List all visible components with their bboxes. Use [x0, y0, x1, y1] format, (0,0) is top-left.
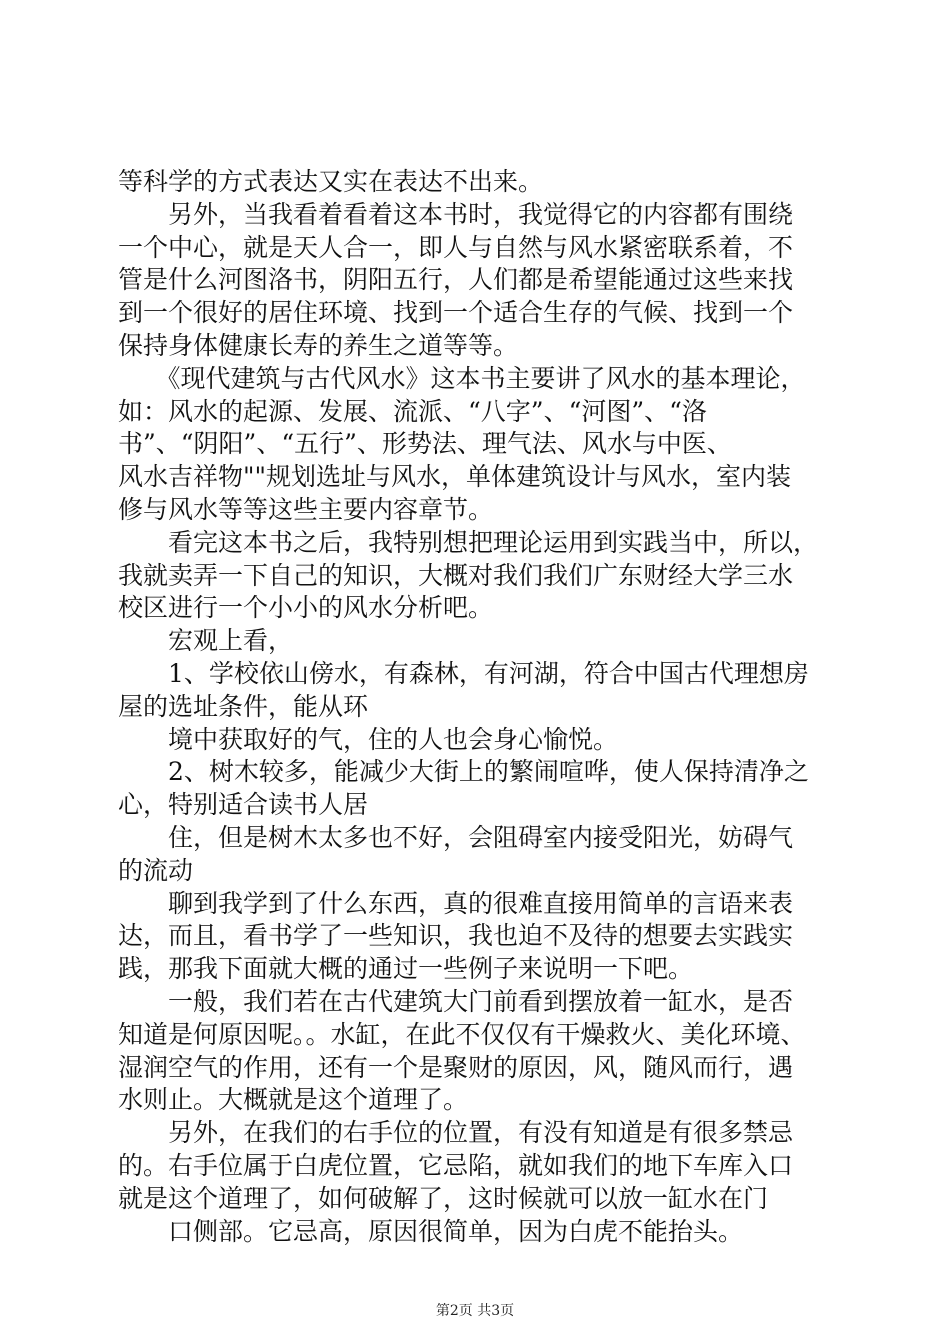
text-line: 保持身体健康长寿的养生之道等等。 [118, 330, 519, 360]
text-line: 心，特别适合读书人居 [118, 790, 369, 820]
text-line: 风水吉祥物""规划选址与风水，单体建筑设计与风水，室内装 [118, 462, 792, 492]
text-line: 住，但是树木太多也不好，会阻碍室内接受阳光，妨碍气 [118, 822, 794, 852]
text-line: 校区进行一个小小的风水分析吧。 [118, 593, 494, 623]
text-line: 达，而且，看书学了一些知识，我也迫不及待的想要去实践实 [118, 921, 794, 951]
text-line: 《现代建筑与古代风水》这本书主要讲了风水的基本理论， [118, 363, 806, 393]
text-line: 我就卖弄一下自己的知识，大概对我们我们广东财经大学三水 [118, 560, 794, 590]
text-line: 一般，我们若在古代建筑大门前看到摆放着一缸水，是否 [118, 986, 794, 1016]
page-footer: 第2页 共3页 [435, 1303, 515, 1319]
text-line: 管是什么河图洛书，阴阳五行，人们都是希望能通过这些来找 [118, 265, 794, 295]
text-line: 的流动 [118, 855, 194, 885]
text-line: 书”、“阴阳”、“五行”、形势法、理气法、风水与中医、 [118, 429, 732, 459]
text-line: 践，那我下面就大概的通过一些例子来说明一下吧。 [118, 954, 694, 984]
text-line: 聊到我学到了什么东西，真的很难直接用简单的言语来表 [118, 888, 794, 918]
text-line: 等科学的方式表达又实在表达不出来。 [118, 167, 544, 196]
text-line: 看完这本书之后，我特别想把理论运用到实践当中，所以， [118, 527, 819, 557]
text-line: 境中获取好的气，住的人也会身心愉悦。 [118, 724, 619, 754]
text-line: 另外，在我们的右手位的位置，有没有知道是有很多禁忌 [118, 1118, 794, 1148]
text-line: 知道是何原因呢。。水缸，在此不仅仅有干燥救火、美化环境、 [118, 1019, 806, 1049]
text-line: 口侧部。它忌高，原因很简单，因为白虎不能抬头。 [118, 1216, 744, 1246]
text-line: 2、树木较多，能减少大街上的繁闹喧哗，使人保持清净之 [118, 757, 809, 787]
text-line: 宏观上看， [118, 626, 294, 656]
text-line: 1、学校依山傍水，有森林，有河湖，符合中国古代理想房 [118, 658, 809, 688]
document-body [118, 166, 838, 1248]
text-line: 一个中心，就是天人合一，即人与自然与风水紧密联系着，不 [118, 232, 794, 262]
text-line: 的。右手位属于白虎位置，它忌陷，就如我们的地下车库入口 [118, 1150, 794, 1180]
text-line: 湿润空气的作用，还有一个是聚财的原因，风，随风而行，遇 [118, 1052, 794, 1082]
text-line: 另外，当我看着看着这本书时，我觉得它的内容都有围绕 [118, 199, 794, 229]
text-line: 如：风水的起源、发展、流派、“八字”、“河图”、“洛 [118, 396, 707, 426]
text-line: 水则止。大概就是这个道理了。 [118, 1085, 469, 1115]
text-line: 到一个很好的居住环境、找到一个适合生存的气候、找到一个 [118, 298, 794, 328]
text-line: 屋的选址条件，能从环 [118, 691, 369, 721]
text-line: 修与风水等等这些主要内容章节。 [118, 494, 494, 524]
text-line: 就是这个道理了，如何破解了，这时候就可以放一缸水在门 [118, 1183, 769, 1213]
